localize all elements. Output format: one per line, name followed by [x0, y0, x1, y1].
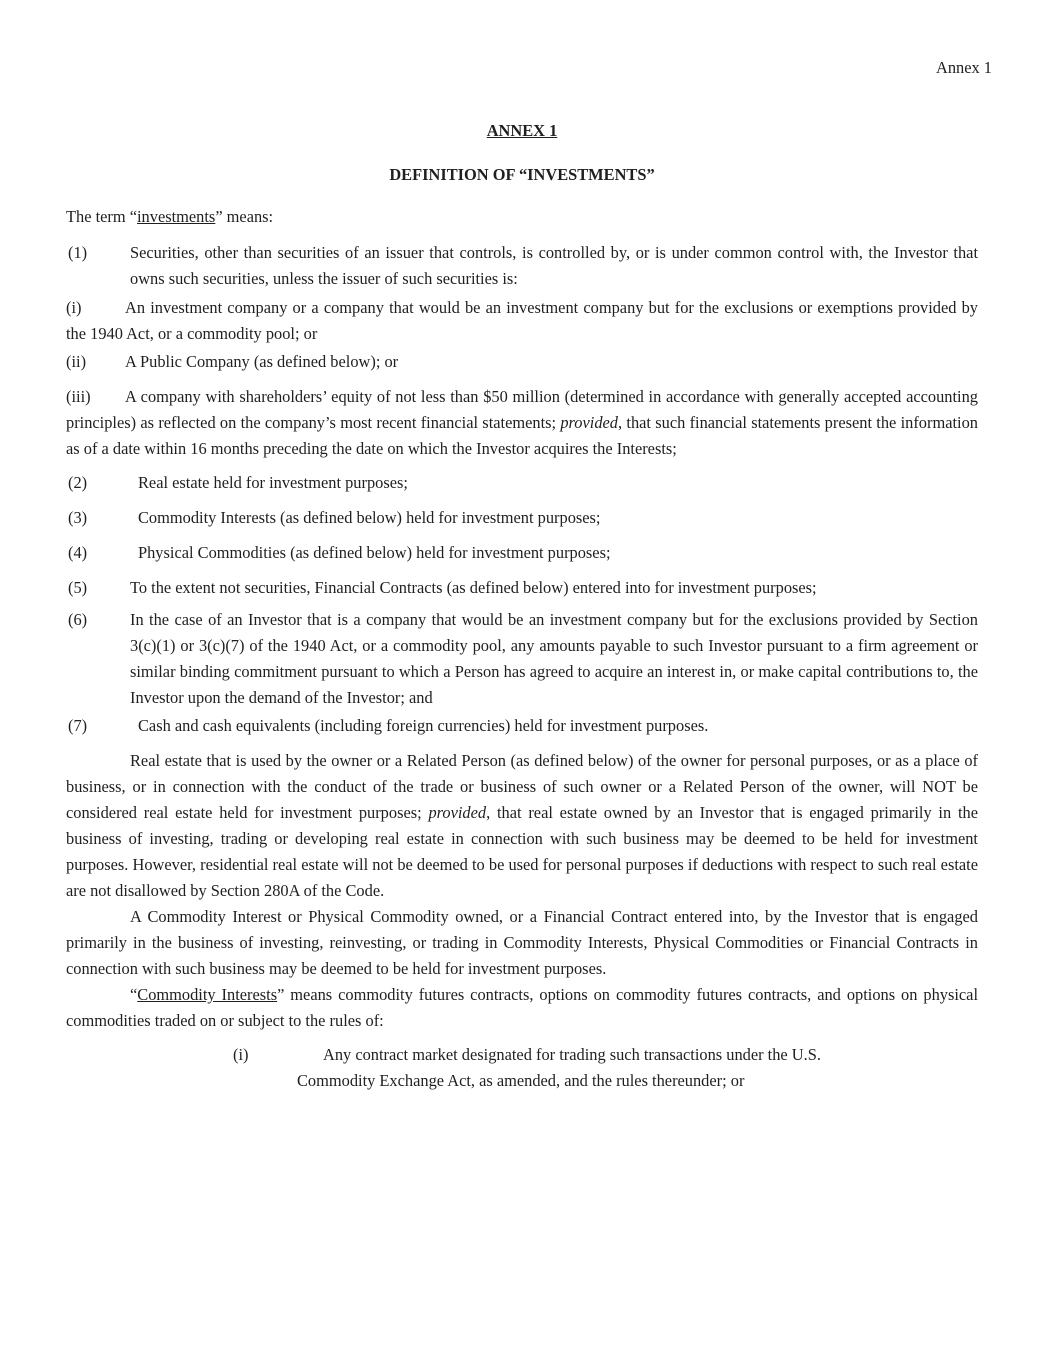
- text-run: Securities, other than securities of an issuer that controls, is controlled by, or is under common control with, the Investor that owns such securities, unless the issuer of such securities is:: [130, 243, 978, 288]
- paragraph-item-7: [66, 713, 978, 739]
- text-run: An investment company or a company that would be an investment company but for the exclusions or exemptions provided by the 1940 Act, or a commodity pool; or: [66, 298, 978, 343]
- underlined-term: Commodity Interests: [137, 985, 278, 1004]
- list-marker-item-ii: (ii): [66, 352, 87, 371]
- text-run: In the case of an Investor that is a company that would be an investment company but for the exclusions provided by Section 3(c)(1) or 3(c)(7) of the 1940 Act, or a commodity pool, any amounts payable to such Investor pursuant to a firm agreement or similar binding commitment pursuant to which a Person has agreed to acquire an interest in, or make capital contributions to, the Investor upon the demand of the Investor; and: [130, 610, 978, 707]
- text-run: A Commodity Interest or Physical Commodity owned, or a Financial Contract entered into, by the Investor that is engaged primarily in the business of investing, reinvesting, or trading in Commodity Interests, Physical Commodities or Financial Contracts in connection with such business may be deemed to be held for investment purposes.: [66, 907, 978, 978]
- document-subtitle: DEFINITION OF “INVESTMENTS”: [389, 165, 655, 184]
- list-marker-item-3: (3): [68, 508, 88, 527]
- document-title: ANNEX 1: [486, 121, 558, 140]
- paragraph-real-estate-para: [66, 748, 978, 904]
- paragraph-item-iii: [66, 384, 978, 462]
- paragraph-intro: [66, 204, 978, 230]
- paragraph-item-2: [66, 470, 978, 496]
- list-marker-item-4: (4): [68, 543, 88, 562]
- text-run: Cash and cash equivalents (including foreign currencies) held for investment purposes.: [138, 716, 709, 735]
- list-marker-item-i: (i): [66, 298, 82, 317]
- text-run: Any contract market designated for trading such transactions under the U.S. Commodity Exchange Act, as amended, and the rules thereunder; or: [297, 1045, 821, 1090]
- paragraph-item-6: [66, 607, 978, 711]
- page-corner-label: Annex 1: [936, 58, 992, 77]
- document-body: [66, 204, 978, 1094]
- underlined-term: investments: [137, 207, 216, 226]
- text-run: “: [130, 985, 138, 1004]
- paragraph-item-1: [66, 240, 978, 292]
- text-run: ” means commodity futures contracts, options on commodity futures contracts, and options on physical commodities traded on or subject to the rules of:: [66, 985, 978, 1030]
- list-marker-item-5: (5): [68, 578, 88, 597]
- paragraph-item-i: [66, 295, 978, 347]
- text-run: , that real estate owned by an Investor that is engaged primarily in the business of investing, trading or developing real estate in connection with such business may be deemed to be held for investment purposes. However, residential real estate will not be deemed to be used for personal purposes if deductions with respect to such real estate are not disallowed by Section 280A of the Code.: [66, 803, 978, 900]
- list-marker-item-iii: (iii): [66, 387, 91, 406]
- text-run: ” means:: [215, 207, 274, 226]
- italic-term: provided: [428, 803, 487, 822]
- text-run: Physical Commodities (as defined below) held for investment purposes;: [138, 543, 611, 562]
- text-run: A Public Company (as defined below); or: [125, 352, 399, 371]
- paragraph-sub-item-i: [233, 1042, 882, 1094]
- paragraph-item-ii: [66, 349, 978, 375]
- paragraph-item-4: [66, 540, 978, 566]
- paragraph-commodity-interest-para: [66, 904, 978, 982]
- text-run: The term “: [66, 207, 137, 226]
- list-marker-item-6: (6): [68, 610, 88, 629]
- paragraph-commodity-interests-def: [66, 982, 978, 1034]
- list-marker-item-7: (7): [68, 716, 88, 735]
- list-marker-item-1: (1): [68, 243, 88, 262]
- list-marker-item-2: (2): [68, 473, 88, 492]
- paragraph-item-3: [66, 505, 978, 531]
- text-run: Real estate that is used by the owner or a Related Person (as defined below) of the owner for personal purposes, or as a place of business, or in connection with the conduct of the trade or business of such owner or a Related Person of the owner, will NOT be considered real estate held for investment purposes;: [66, 751, 978, 822]
- text-run: Real estate held for investment purposes;: [138, 473, 408, 492]
- list-marker-sub-item-i: (i): [233, 1045, 249, 1064]
- text-run: To the extent not securities, Financial Contracts (as defined below) entered into for investment purposes;: [130, 578, 817, 597]
- italic-term: provided: [560, 413, 618, 432]
- text-run: A company with shareholders’ equity of not less than $50 million (determined in accordance with generally accepted accounting principles) as reflected on the company’s most recent financial statements;: [66, 387, 978, 432]
- text-run: Commodity Interests (as defined below) held for investment purposes;: [138, 508, 601, 527]
- text-run: , that such financial statements present the information as of a date within 16 months preceding the date on which the Investor acquires the Interests;: [66, 413, 978, 458]
- paragraph-item-5: [66, 575, 978, 601]
